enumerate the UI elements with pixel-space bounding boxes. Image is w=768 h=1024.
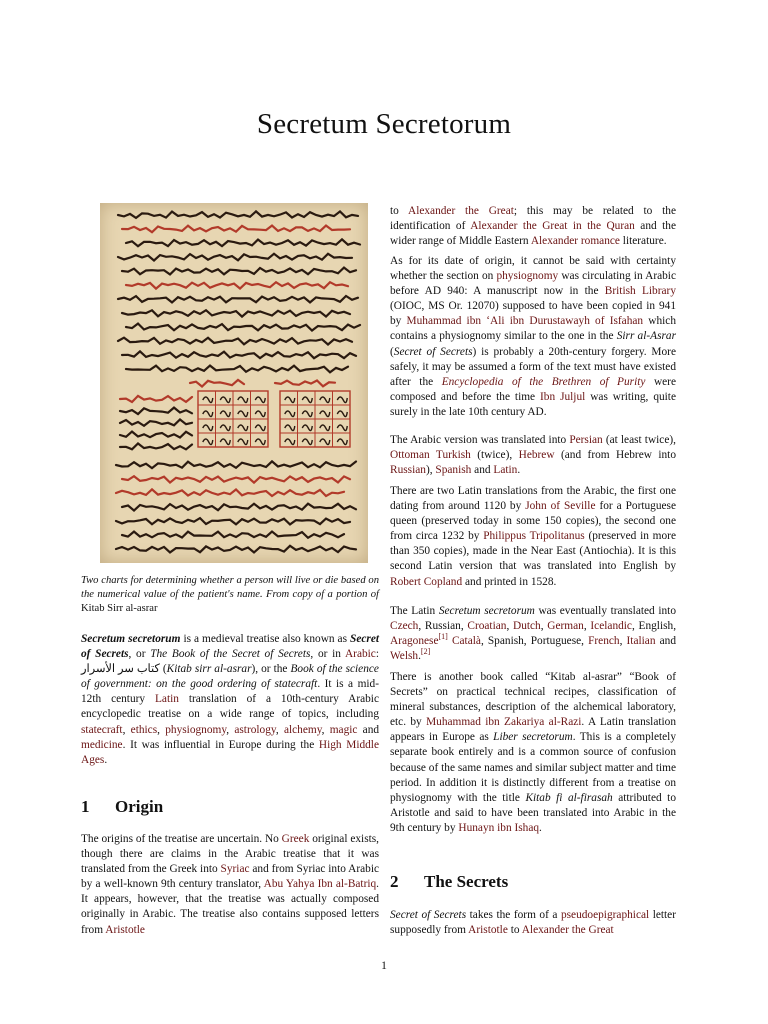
manuscript-script-line <box>190 380 244 387</box>
link-russian[interactable]: Russian <box>390 464 426 477</box>
term-sirr-al-asrar: Sirr al-Asrar <box>616 330 677 343</box>
link-medicine[interactable]: medicine <box>81 738 123 751</box>
manuscript-script-line <box>275 381 335 387</box>
text: , <box>157 723 166 736</box>
manuscript-script-line <box>116 546 356 553</box>
text: There are two Latin translations from the Arabic, the first one dating from around 1120 by <box>390 485 676 513</box>
text: ( <box>159 663 167 676</box>
text: , or in <box>310 648 345 661</box>
text: (and from Hebrew into <box>554 449 676 462</box>
link-persian[interactable]: Persian <box>569 434 603 446</box>
paragraph-date-of-origin <box>390 254 676 420</box>
text: . It was influential in Europe during the <box>122 738 319 751</box>
manuscript-script-line <box>118 211 358 218</box>
text: (at least twice), <box>602 434 676 446</box>
term-secret-of-secrets-3: Secret of Secrets <box>390 909 467 921</box>
text: for a Portuguese queen (preserved today in some 150 copies), the second one from circa 1232 by <box>390 500 676 543</box>
text: , <box>226 723 235 736</box>
ref-1[interactable] <box>439 632 448 641</box>
link-high-middle-ages[interactable]: High Middle Ages <box>81 738 379 766</box>
link-french[interactable]: French <box>588 635 620 648</box>
text: , <box>321 723 330 736</box>
text: is a medieval treatise also known as <box>180 633 351 645</box>
text: , Russian, <box>418 620 468 633</box>
term-book-science: Book of the science of government: on the good ordering of statecraft <box>81 663 379 691</box>
section-number: 1 <box>81 797 90 816</box>
text: , <box>540 620 548 633</box>
link-icelandic[interactable]: Icelandic <box>590 620 632 633</box>
paragraph-secrets <box>390 908 676 938</box>
link-magic[interactable]: magic <box>329 723 358 736</box>
link-encyclopedia-brethren[interactable] <box>442 376 646 388</box>
link-physiognomy-2[interactable]: physiognomy <box>496 270 559 283</box>
link-dutch[interactable]: Dutch <box>513 620 541 633</box>
text: to <box>390 205 408 217</box>
text: , <box>619 635 627 648</box>
link-greek[interactable]: Greek <box>281 833 310 845</box>
text: and printed in 1528. <box>462 575 557 588</box>
manuscript-script-line <box>126 282 348 288</box>
manuscript-script-line <box>116 489 344 496</box>
manuscript-chart-grid <box>198 391 268 447</box>
manuscript-script-line <box>122 268 356 275</box>
text: and from Syriac into Arabic by a well-known 9th century translator, <box>81 863 380 891</box>
manuscript-chart-grid <box>280 391 350 447</box>
ref-2[interactable] <box>421 648 430 657</box>
manuscript-script-line <box>126 324 360 331</box>
manuscript-script-line <box>120 444 192 450</box>
link-hebrew[interactable]: Hebrew <box>518 449 555 462</box>
text: attributed to Aristotle and said to have been translated into Arabic in the 9th century by <box>390 791 676 834</box>
link-ottoman-turkish[interactable]: Ottoman Turkish <box>390 449 471 462</box>
text: ; this may be related to the identification of <box>390 205 676 233</box>
link-hunayn[interactable]: Hunayn ibn Ishaq <box>458 821 540 834</box>
text: The Latin <box>390 605 439 617</box>
manuscript-script-line <box>122 532 344 538</box>
text: , or <box>128 648 151 661</box>
link-statecraft[interactable]: statecraft <box>81 723 123 736</box>
link-physiognomy[interactable]: physiognomy <box>165 723 227 736</box>
text: . <box>539 821 542 834</box>
paragraph-latin-translations <box>390 484 676 590</box>
link-robert-copland[interactable]: Robert Copland <box>390 575 463 588</box>
link-ethics[interactable]: ethics <box>130 723 158 736</box>
caption-source-title: Kitab Sirr al-asrar <box>81 603 158 615</box>
paragraph-kitab-al-asrar <box>390 670 676 836</box>
link-encyclopedia-text[interactable]: Encyclopedia of the Brethren of Purity <box>441 375 646 388</box>
manuscript-script-line <box>122 310 350 316</box>
manuscript-script-line <box>120 432 192 438</box>
manuscript-script-line <box>122 476 350 482</box>
manuscript-script-line <box>116 518 350 524</box>
link-philippus-tripolitanus[interactable]: Philippus Tripolitanus <box>483 530 585 543</box>
text: and <box>357 723 380 736</box>
term-kitab: Kitab sirr al-asrar <box>166 663 252 676</box>
text: was eventually translated into <box>534 605 676 617</box>
text: ), <box>425 464 436 477</box>
link-latin[interactable]: Latin <box>154 693 179 706</box>
term-kitab-fi-al-firasah: Kitab fi al-firasah <box>525 791 613 804</box>
link-alexander-the-great[interactable]: Alexander the Great <box>408 205 514 217</box>
text: ) is probably a 20th-century forgery. More safely, it may be assumed a form of the text must have existed after the <box>390 345 676 388</box>
text: . It is a mid-12th century <box>81 678 379 706</box>
text: and <box>471 464 494 477</box>
text: There is another book called “Kitab al-asrar” “Book of Secrets” on practical technical recipes, classification of mineral substances, description of the alchemical laboratory, etc. by <box>390 671 676 729</box>
text: was circulating in Arabic before AD 940: A manuscript now in the <box>390 270 676 298</box>
text: (OIOC, MS Or. 12070) supposed to have been copied in 941 by <box>390 300 676 328</box>
manuscript-script-line <box>126 239 360 246</box>
text: . <box>418 650 421 663</box>
section-number: 2 <box>390 872 399 891</box>
text: , <box>122 723 131 736</box>
link-alexander-romance[interactable]: Alexander romance <box>530 235 620 248</box>
page-title: Secretum Secretorum <box>256 108 512 140</box>
link-abu-yahya[interactable]: Abu Yahya Ibn al-Batriq <box>263 878 377 891</box>
text: ( <box>390 345 394 358</box>
link-pseudoepigraphical[interactable]: pseudoepigraphical <box>560 909 650 921</box>
text: translation of a 10th-century Arabic encyclopedic treatise on a wide range of topics, including <box>81 693 379 721</box>
paragraph-translations <box>390 433 676 478</box>
text: and the wider range of Middle Eastern <box>390 220 676 248</box>
link-latin-2[interactable]: Latin <box>493 464 518 477</box>
manuscript-script-line <box>118 338 352 345</box>
text: . This is a completely separate book entirely and is a common source of confusion because of the same names and similar subject matter and time period. In addition it is distinctly different from a treatise on physiognomy with the title <box>390 731 676 804</box>
manuscript-image <box>100 203 368 563</box>
section-heading-secrets <box>390 872 508 892</box>
arabic-title: كتاب سر الأسرار <box>81 663 160 676</box>
manuscript-script-line <box>116 461 356 468</box>
text: literature. <box>619 235 667 248</box>
text: As for its date of origin, it cannot be said with certainty whether the section on <box>390 255 676 283</box>
text: . It appears, however, that the treatise was actually composed originally in Arabic. The treatise also contains supposed letters from <box>81 878 380 936</box>
manuscript-script-line <box>120 420 192 426</box>
link-alchemy[interactable]: alchemy <box>283 723 322 736</box>
term-book: The Book of the Secret of Secrets <box>150 648 311 661</box>
section-title: Origin <box>115 797 164 816</box>
link-alexander-the-great-2[interactable]: Alexander the Great <box>521 924 614 937</box>
page-number: 1 <box>381 960 387 972</box>
link-british-library[interactable]: British Library <box>604 285 676 298</box>
paragraph-alexander <box>390 204 676 249</box>
text: (twice), <box>470 449 519 462</box>
manuscript-script-line <box>126 366 348 373</box>
text: was writing, quite surely in the late 10th century AD. <box>390 390 676 418</box>
term-secret-of-secrets: Secret of Secrets <box>81 633 380 661</box>
manuscript-script-line <box>122 504 356 511</box>
term-secretum-secretorum: Secretum secretorum <box>438 605 535 617</box>
link-croatian[interactable]: Croatian <box>467 620 507 633</box>
link-al-razi[interactable]: Muhammad ibn Zakariya al-Razi <box>426 716 582 729</box>
figure-caption <box>81 574 379 617</box>
manuscript-script-line <box>118 296 358 302</box>
link-catala[interactable]: Català <box>451 635 481 648</box>
text: : <box>375 648 379 661</box>
manuscript-figure <box>100 203 368 563</box>
section-title: The Secrets <box>424 872 509 891</box>
link-arabic[interactable]: Arabic <box>344 648 376 661</box>
text: original exists, though there are claims in the Arabic treatise that it was translated from the Greek into <box>81 833 380 876</box>
text: (preserved in more than 350 copies), made in the Near East (Antiochia). It is this second Latin version that was translated into English by <box>390 530 676 573</box>
manuscript-script-line <box>122 351 356 358</box>
text: , <box>275 723 284 736</box>
text: letter supposedly from <box>390 909 676 937</box>
term-liber-secretorum: Liber secretorum <box>493 731 573 744</box>
origin-paragraph <box>81 832 379 938</box>
term-secretum: Secretum secretorum <box>81 633 181 645</box>
text: to <box>507 924 522 937</box>
ref-1-link[interactable]: [1] <box>438 632 448 642</box>
text: , <box>583 620 591 633</box>
text: which contains a physiognomy similar to the one in the <box>390 315 677 343</box>
link-alexander-quran[interactable]: Alexander the Great in the Quran <box>470 220 635 233</box>
text: . <box>517 464 521 477</box>
text: . A Latin translation appears in Europe as <box>390 716 676 744</box>
link-astrology[interactable]: astrology <box>234 723 276 736</box>
text: , Spanish, Portuguese, <box>480 635 589 648</box>
link-ibn-juljul[interactable]: Ibn Juljul <box>540 390 586 403</box>
text: , English, <box>631 620 677 633</box>
manuscript-script-line <box>120 408 192 415</box>
link-czech[interactable]: Czech <box>390 620 419 633</box>
link-german[interactable]: German <box>547 620 584 633</box>
text: . <box>104 753 108 766</box>
term-secret-of-secrets-2: Secret of Secrets <box>393 345 473 358</box>
link-aragonese[interactable]: Aragonese <box>390 635 439 648</box>
text: and <box>655 635 676 648</box>
text: takes the form of a <box>466 909 561 921</box>
link-aristotle-2[interactable]: Aristotle <box>468 924 508 937</box>
intro-paragraph <box>81 632 379 768</box>
text: The Arabic version was translated into <box>390 434 570 446</box>
paragraph-latin-secretum <box>390 604 676 664</box>
section-heading-origin <box>81 797 163 817</box>
manuscript-script-line <box>122 226 350 233</box>
text: ), or the <box>251 663 291 676</box>
link-muhammad-durustawayh[interactable]: Muhammad ibn ‘Ali ibn Durustawayh of Isfahan <box>406 315 644 328</box>
link-aristotle[interactable]: Aristotle <box>105 923 145 936</box>
text: were composed and before the time <box>390 375 676 403</box>
text: The origins of the treatise are uncertain. No <box>81 833 282 845</box>
link-syriac[interactable]: Syriac <box>220 863 250 876</box>
manuscript-script-line <box>120 396 192 402</box>
caption-text: Two charts for determining whether a person will live or die based on the numerical value of the patient's name. From copy of a portion of <box>81 575 379 601</box>
ref-2-link[interactable]: [2] <box>420 647 431 657</box>
link-spanish[interactable]: Spanish <box>435 464 472 477</box>
link-italian[interactable]: Italian <box>626 635 656 648</box>
link-welsh[interactable]: Welsh <box>390 650 419 663</box>
link-john-of-seville[interactable]: John of Seville <box>525 500 596 513</box>
text: , <box>506 620 513 633</box>
manuscript-script-line <box>118 254 352 261</box>
